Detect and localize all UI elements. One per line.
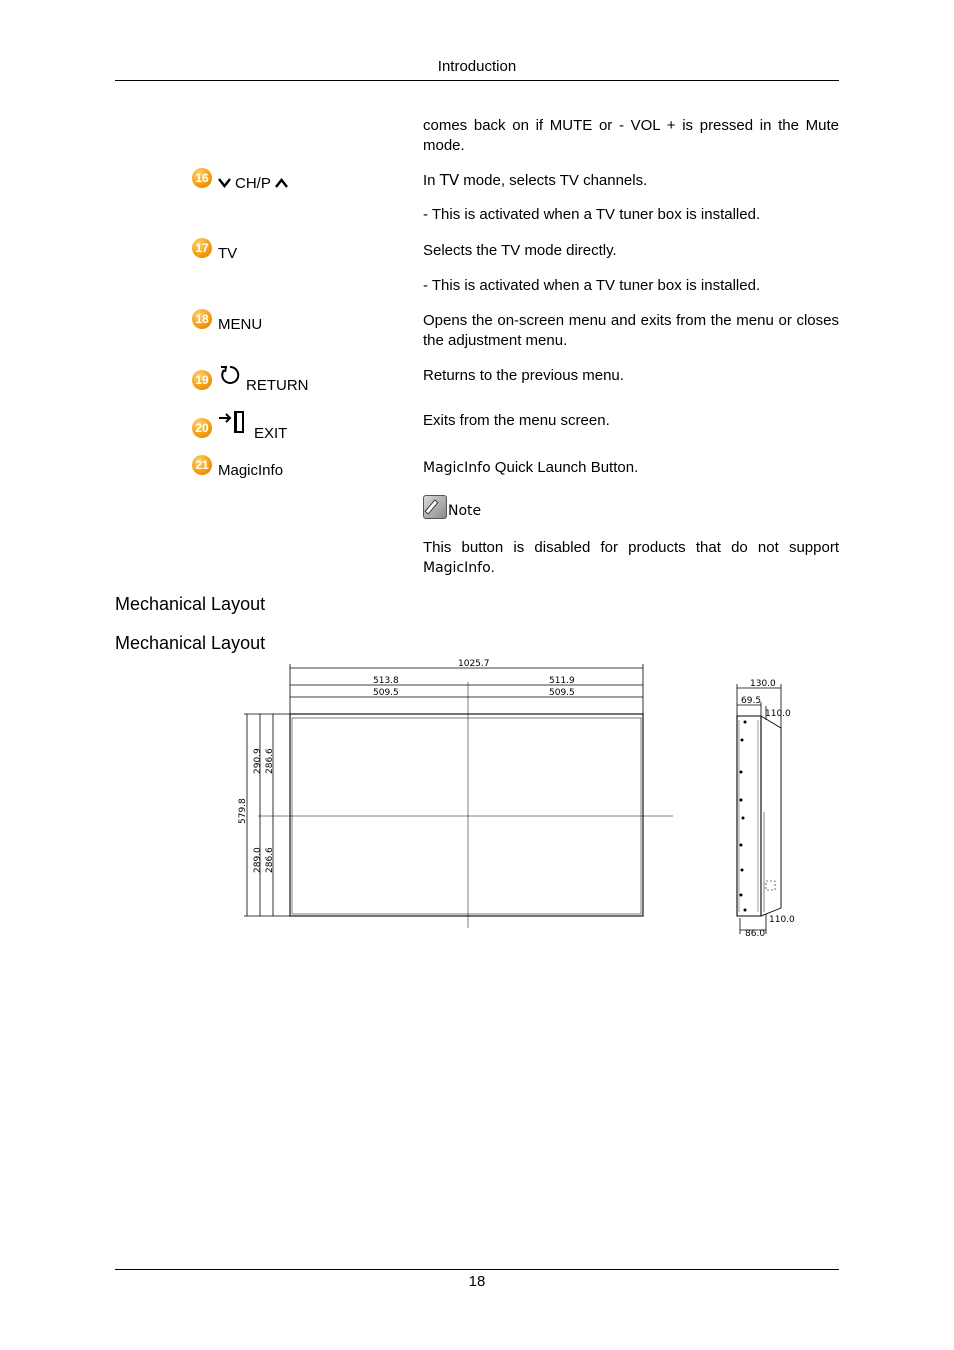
running-header: Introduction: [437, 58, 517, 75]
note-text-part: .: [490, 559, 495, 576]
button-name: MENU: [218, 316, 263, 333]
button-name: MagicInfo: [218, 462, 284, 479]
button-17-note: - This is activated when a TV tuner box is installed.: [423, 277, 761, 294]
dim-base-depth: 86.0: [745, 929, 766, 939]
dim-bottom-inner: 286.6: [265, 847, 275, 873]
front-view-labels: [238, 659, 575, 873]
number-18-icon: 18: [192, 309, 212, 329]
note-title: Note: [448, 503, 482, 519]
button-19-description: Returns to the previous menu.: [423, 367, 624, 384]
dim-top-outer: 290.9: [253, 748, 263, 774]
number-20-icon: 20: [192, 418, 212, 438]
desc-text: In: [423, 172, 440, 189]
number-21-icon: 21: [192, 455, 212, 475]
dim-bottom-outer: 289.0: [253, 847, 263, 873]
section-subheading: Mechanical Layout: [115, 633, 266, 653]
button-17-description: Selects the TV mode directly.: [423, 242, 617, 259]
dim-left-inner: 509.5: [373, 688, 399, 698]
dim-right-inner: 509.5: [549, 688, 575, 698]
dim-total-width: 1025.7: [458, 659, 490, 669]
dim-depth-body: 69.5: [741, 696, 762, 706]
note-text-part: This button is disabled for products that do not support: [423, 539, 839, 556]
desc-text: mode, selects TV channels.: [459, 172, 648, 189]
desc-text: Quick Launch Button.: [490, 459, 639, 476]
page-number: 18: [468, 1273, 486, 1290]
button-16-note: - This is activated when a TV tuner box is installed.: [423, 206, 761, 223]
button-name: EXIT: [254, 425, 288, 442]
dim-left-outer: 513.8: [373, 676, 399, 686]
dim-total-height: 579.8: [238, 798, 248, 824]
footer-rule: [115, 1269, 839, 1270]
section-heading: Mechanical Layout: [115, 594, 266, 614]
side-view-labels: [741, 679, 795, 939]
button-name: RETURN: [246, 377, 309, 394]
number-19-icon: 19: [192, 370, 212, 390]
button-20-description: Exits from the menu screen.: [423, 412, 610, 429]
dim-bracket-top: 110.0: [765, 709, 791, 719]
dim-depth-total: 130.0: [750, 679, 776, 689]
number-16-icon: 16: [192, 168, 212, 188]
button-name: TV: [218, 245, 238, 262]
desc-term: TV: [439, 171, 460, 189]
side-view-dots: [740, 721, 747, 912]
note-term: MagicInfo: [423, 560, 491, 576]
continuation-text: comes back on if MUTE or - VOL + is pressed in the Mute mode.: [423, 117, 839, 154]
front-view: [244, 664, 673, 928]
button-name: CH/P: [235, 175, 271, 192]
dim-top-inner: 286.6: [265, 748, 275, 774]
button-18-description: Opens the on-screen menu and exits from the menu or closes the adjustment menu.: [423, 312, 839, 349]
desc-term: MagicInfo: [423, 460, 491, 476]
number-17-icon: 17: [192, 238, 212, 258]
dim-right-outer: 511.9: [549, 676, 575, 686]
dim-bracket-bottom: 110.0: [769, 915, 795, 925]
